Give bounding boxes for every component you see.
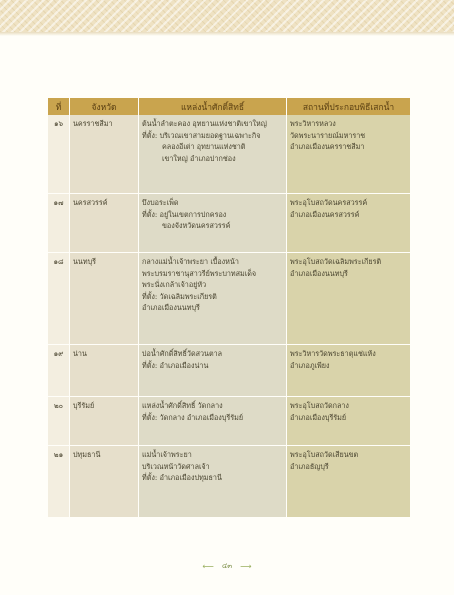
source-line: ที่ตั้ง: อำเภอเมืองน่าน <box>142 360 209 370</box>
row-ceremony-place <box>287 115 410 194</box>
source-line: ต้นน้ำลำตะคอง อุทยานแห่งชาติเขาใหญ่ <box>142 119 267 128</box>
row-province: นนทบุรี <box>70 253 139 345</box>
source-line: ที่ตั้ง: วัดเฉลิมพระเกียรติ <box>142 291 217 301</box>
table-header-row <box>48 98 410 115</box>
source-line: พระนั่งเกล้าเจ้าอยู่หัว <box>142 280 207 289</box>
decorative-band-shadow <box>0 32 454 36</box>
table-row <box>48 115 410 194</box>
row-province: ปทุมธานี <box>70 446 139 518</box>
source-line: ของจังหวัดนครสวรรค์ <box>162 221 231 230</box>
row-water-source <box>139 253 287 345</box>
table-row <box>48 446 410 518</box>
arrow-left-icon: ⟵ <box>202 562 214 571</box>
ceremony-line: พระอุโบสถวัดนครสวรรค์ <box>290 198 368 207</box>
source-line: แม่น้ำเจ้าพระยา <box>142 450 192 459</box>
row-water-source <box>139 194 287 253</box>
row-province: น่าน <box>70 345 139 397</box>
source-line: เขาใหญ่ อำเภอปากช่อง <box>162 153 236 163</box>
row-ceremony-place <box>287 446 410 518</box>
source-line: ที่ตั้ง: อยู่ในเขตการปกครอง <box>142 209 227 219</box>
ceremony-line: อำเภอเมืองนครราชสีมา <box>290 142 365 151</box>
ceremony-line: อำเภอเมืองบุรีรัมย์ <box>290 412 347 422</box>
page-number: ๔๓ <box>221 562 233 570</box>
row-water-source <box>139 446 287 518</box>
row-number: ๒๑ <box>48 446 70 518</box>
source-line: บริเวณหน้าวัดศาลเจ้า <box>142 461 210 471</box>
header-ceremony-place: สถานที่ประกอบพิธีเสกน้ำ <box>287 98 410 115</box>
row-province: นครสวรรค์ <box>70 194 139 253</box>
header-province: จังหวัด <box>70 98 139 115</box>
source-line: บ่อน้ำศักดิ์สิทธิ์วัดสวนตาล <box>142 349 223 358</box>
ceremony-line: อำเภอเมืองนครสวรรค์ <box>290 209 360 219</box>
header-water-source: แหล่งน้ำศักดิ์สิทธิ์ <box>139 98 287 115</box>
source-line: แหล่งน้ำศักดิ์สิทธิ์ วัดกลาง <box>142 401 223 410</box>
decorative-top-band <box>0 0 454 32</box>
row-ceremony-place <box>287 345 410 397</box>
ceremony-line: พระอุโบสถวัดเฉลิมพระเกียรติ <box>290 257 382 266</box>
header-number: ที่ <box>48 98 70 115</box>
row-water-source <box>139 397 287 446</box>
source-line: คลองอีเต่า อุทยานแห่งชาติ <box>162 142 246 151</box>
table-row <box>48 194 410 253</box>
row-water-source <box>139 115 287 194</box>
ceremony-line: พระวิหารหลวง <box>290 119 336 128</box>
ceremony-line: อำเภอธัญบุรี <box>290 461 329 471</box>
source-line: ที่ตั้ง: วัดกลาง อำเภอเมืองบุรีรัมย์ <box>142 412 244 422</box>
row-number: ๑๙ <box>48 345 70 397</box>
row-ceremony-place <box>287 397 410 446</box>
row-province: นครราชสีมา <box>70 115 139 194</box>
source-line: ที่ตั้ง: อำเภอเมืองปทุมธานี <box>142 473 222 482</box>
row-ceremony-place <box>287 253 410 345</box>
row-number: ๒๐ <box>48 397 70 446</box>
ceremony-line: อำเภอภูเพียง <box>290 360 330 370</box>
ceremony-line: อำเภอเมืองนนทบุรี <box>290 268 348 278</box>
arrow-right-icon: ⟶ <box>240 562 252 571</box>
ceremony-line: พระอุโบสถวัดเสียนขต <box>290 450 359 459</box>
row-number: ๑๖ <box>48 115 70 194</box>
page-footer <box>0 556 454 571</box>
row-water-source <box>139 345 287 397</box>
source-line: ที่ตั้ง: บริเวณเขาสามยอดฐานเฉพาะกิจ <box>142 130 261 140</box>
ceremony-water-table <box>48 98 410 518</box>
row-number: ๑๘ <box>48 253 70 345</box>
ceremony-line: พระอุโบสถวัดกลาง <box>290 401 349 410</box>
source-line: พระบรมราชานุสาวรีย์พระบาทสมเด็จ <box>142 268 257 278</box>
table-row <box>48 345 410 397</box>
row-number: ๑๗ <box>48 194 70 253</box>
row-province: บุรีรัมย์ <box>70 397 139 446</box>
row-ceremony-place <box>287 194 410 253</box>
source-line: อำเภอเมืองนนทบุรี <box>142 303 200 312</box>
source-line: กลางแม่น้ำเจ้าพระยา เบื้องหน้า <box>142 257 239 266</box>
table-row <box>48 253 410 345</box>
ceremony-line: วัดพระนารายณ์มหาราช <box>290 130 366 140</box>
table-row <box>48 397 410 446</box>
source-line: บึงบอระเพ็ด <box>142 198 179 207</box>
ceremony-line: พระวิหารวัดพระธาตุแช่แห้ง <box>290 349 376 358</box>
